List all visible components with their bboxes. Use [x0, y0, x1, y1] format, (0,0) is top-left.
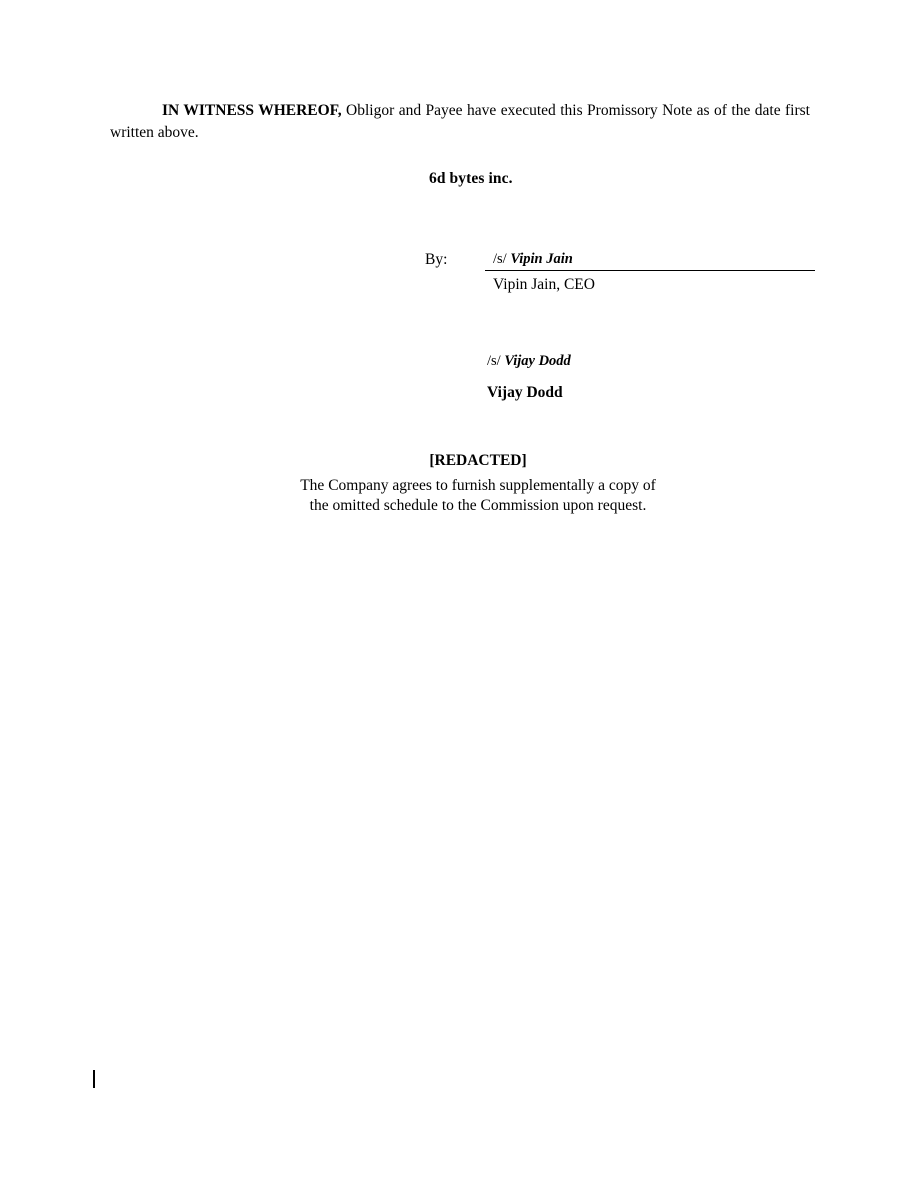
signature-block-secondary [487, 353, 817, 402]
signature-by-label: By: [425, 251, 448, 268]
company-name: 6d bytes inc. [429, 170, 513, 187]
signature-line [485, 248, 815, 271]
signature-name-2: Vijay Dodd [504, 353, 571, 369]
signature-name: Vipin Jain [510, 251, 573, 267]
redacted-line-2: the omitted schedule to the Commission upon request. [309, 497, 647, 515]
redacted-notice [110, 452, 846, 516]
signature-prefix-2: /s/ [487, 353, 501, 369]
signature-printed-name-2: Vijay Dodd [487, 384, 563, 401]
witness-paragraph-lead: IN WITNESS WHEREOF, [162, 102, 342, 119]
signature-printed-name-title: Vipin Jain, CEO [493, 276, 595, 293]
witness-paragraph-text: Obligor and Payee have executed this Promissory Note as of the date first written above. [110, 102, 810, 142]
signature-block-primary [425, 248, 815, 294]
signature-prefix: /s/ [493, 251, 507, 267]
witness-paragraph [110, 100, 810, 145]
page-edit-mark [93, 1070, 95, 1088]
signature-by-row [425, 248, 815, 271]
witness-paragraph-container [110, 100, 810, 145]
signature-mark-vipin-jain [493, 251, 573, 268]
redacted-line-1: The Company agrees to furnish supplementally a copy of [300, 477, 656, 494]
signature-mark-vijay-dodd [487, 353, 817, 370]
redacted-title: [REDACTED] [429, 452, 527, 469]
